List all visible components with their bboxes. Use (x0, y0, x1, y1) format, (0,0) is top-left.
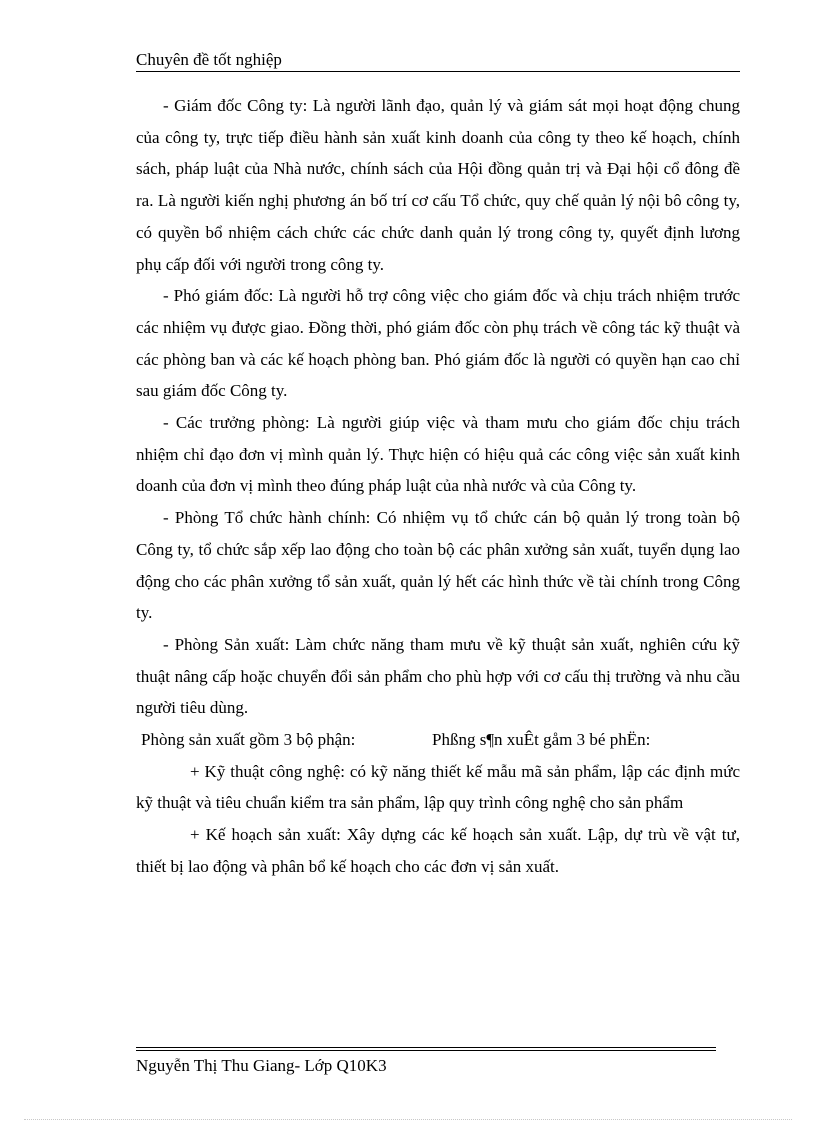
production-divisions-line (136, 724, 740, 756)
paragraph-hr-admin: - Phòng Tổ chức hành chính: Có nhiệm vụ tổ chức cán bộ quản lý trong toàn bộ Công ty, tổ chức sắp xếp lao động cho toàn bộ các phân xưởng sản xuất, tuyển dụng lao động cho các phân xưởng tổ sản xuất, quản lý hết các hình thức về tài chính trong Công ty. (136, 508, 740, 623)
header-divider (136, 71, 740, 72)
paragraph-deputy-director: - Phó giám đốc: Là người hỗ trợ công việc cho giám đốc và chịu trách nhiệm trước các nhiệm vụ được giao. Đồng thời, phó giám đốc còn phụ trách về công tác kỹ thuật và các phòng ban và các kế hoạch phòng ban. Phó giám đốc là người có quyền hạn cao chỉ sau giám đốc Công ty. (136, 286, 740, 401)
page-header-title: Chuyên đề tốt nghiệp (136, 50, 282, 69)
paragraph-director: - Giám đốc Công ty: Là người lãnh đạo, quản lý và giám sát mọi hoạt động chung của công ty, trực tiếp điều hành sản xuất kinh doanh của công ty theo kế hoạch, chính sách, pháp luật của Nhà nước, chính sách của Hội đồng quản trị và Đại hội cổ đông đề ra. Là người kiến nghị phương án bố trí cơ cấu Tổ chức, quy chế quản lý nội bô công ty, có quyền bổ nhiệm cách chức các chức danh quản lý trong công ty, quyết định lương phụ cấp đối với người trong công ty. (136, 96, 740, 274)
document-body (136, 90, 740, 883)
paragraph-department-heads: - Các trưởng phòng: Là người giúp việc và tham mưu cho giám đốc chịu trách nhiệm chỉ đạo đơn vị mình quản lý. Thực hiện có hiệu quả các công việc sản xuất kinh doanh của đơn vị mình theo đúng pháp luật của nhà nước và của Công ty. (136, 413, 740, 496)
footer-divider (136, 1047, 716, 1051)
paragraph-production-dept: - Phòng Sản xuất: Làm chức năng tham mưu về kỹ thuật sản xuất, nghiên cứu kỹ thuật nâng cấp hoặc chuyển đổi sản phẩm cho phù hợp với cơ cấu thị trường và nhu cầu người tiêu dùng. (136, 634, 740, 718)
paragraph-tech-engineering: + Kỹ thuật công nghệ: có kỹ năng thiết kế mẫu mã sản phẩm, lập các định mức kỹ thuật và tiêu chuẩn kiểm tra sản phẩm, lập quy trình công nghệ cho sản phẩm (136, 761, 740, 813)
page-bottom-edge (24, 1119, 792, 1120)
production-divisions-garbled-text: Phßng s¶n xuÊt gåm 3 bé phËn: (432, 730, 651, 750)
page-footer-author: Nguyễn Thị Thu Giang- Lớp Q10K3 (136, 1056, 387, 1075)
paragraph-production-planning: + Kế hoạch sản xuất: Xây dựng các kế hoạch sản xuất. Lập, dự trù về vật tư, thiết bị lao động và phân bổ kế hoạch cho các đơn vị sản xuất. (136, 825, 740, 876)
production-divisions-text: Phòng sản xuất gồm 3 bộ phận: (141, 730, 356, 750)
